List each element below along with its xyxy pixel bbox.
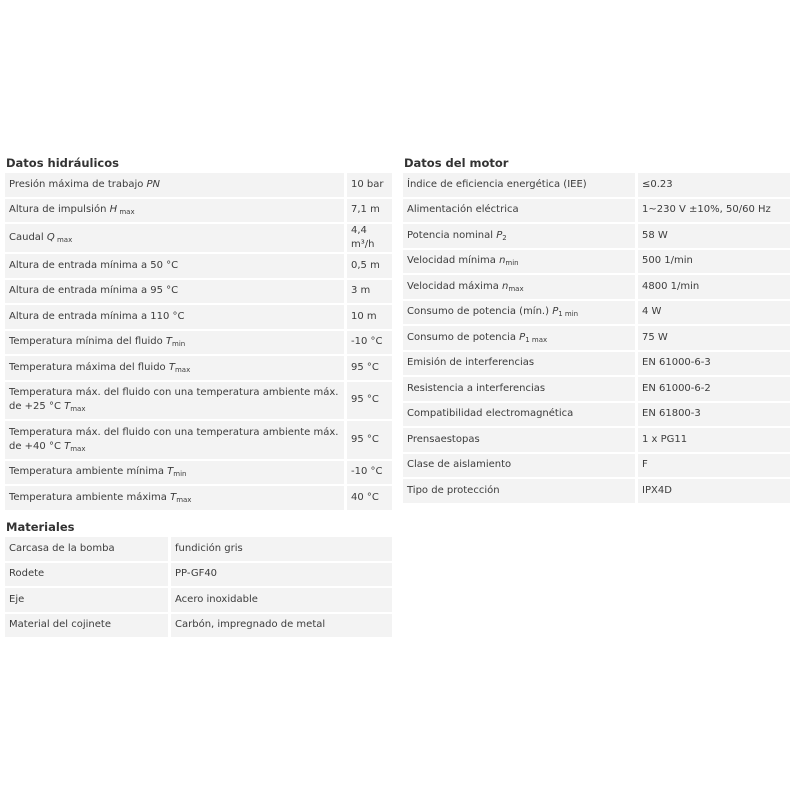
spec-label-text: Carcasa de la bomba: [9, 542, 115, 554]
spec-label: [5, 382, 344, 422]
spec-subscript: 2: [502, 233, 507, 242]
spec-label: [403, 428, 635, 454]
spec-subscript: max: [174, 365, 191, 374]
spec-subscript: max: [176, 495, 192, 504]
spec-label: [5, 614, 168, 640]
spec-label-text: Tipo de protección: [407, 484, 500, 496]
spec-label: [5, 199, 344, 225]
table-row: [403, 428, 790, 454]
spec-subscript: max: [117, 208, 135, 217]
motor-table: [403, 173, 790, 505]
spec-label-text: Eje: [9, 593, 25, 605]
motor-section: [403, 153, 790, 505]
table-row: [5, 224, 392, 254]
table-row: [5, 614, 392, 640]
spec-value: 10 bar: [344, 173, 392, 199]
spec-label: [5, 461, 344, 487]
spec-label: [5, 331, 344, 357]
spec-label-text: Temperatura máxima del fluido: [9, 361, 169, 373]
spec-value: fundición gris: [168, 537, 392, 563]
spec-symbol: Q: [46, 232, 55, 243]
table-row: [403, 250, 790, 276]
spec-symbol: T: [167, 466, 174, 478]
spec-symbol: T: [168, 361, 175, 373]
spec-subscript: max: [54, 236, 73, 244]
table-row: [403, 403, 790, 429]
spec-subscript: min: [172, 340, 186, 349]
spec-label-text: Prensaestopas: [407, 433, 480, 445]
spec-label: [5, 537, 168, 563]
table-row: [403, 173, 790, 199]
spec-label-text: Índice de eficiencia energética (IEE): [407, 178, 587, 190]
spec-value: Carbón, impregnado de metal: [168, 614, 392, 640]
spec-value: ≤0.23: [635, 173, 790, 199]
hydraulic-table: [5, 173, 392, 512]
spec-value: 10 m: [344, 305, 392, 331]
spec-label: [5, 224, 344, 254]
materials-section: [5, 517, 392, 639]
spec-label: [5, 254, 344, 280]
spec-label: [403, 173, 635, 199]
spec-symbol: PN: [146, 178, 161, 190]
spec-value: 1~230 V ±10%, 50/60 Hz: [635, 199, 790, 225]
spec-value: 75 W: [635, 326, 790, 352]
spec-label-text: Potencia nominal: [407, 229, 497, 241]
spec-value: F: [635, 454, 790, 480]
spec-label-text: Velocidad mínima: [407, 255, 500, 267]
spec-label-text: Presión máxima de trabajo: [9, 178, 147, 190]
spec-label-text: Consumo de potencia (mín.): [407, 306, 553, 318]
spec-value: EN 61800-3: [635, 403, 790, 429]
table-row: [5, 305, 392, 331]
spec-value: EN 61000-6-3: [635, 352, 790, 378]
spec-label-text: Altura de impulsión: [9, 204, 110, 216]
table-row: [403, 352, 790, 378]
table-row: [403, 199, 790, 225]
spec-label-text: Emisión de interferencias: [407, 357, 535, 369]
table-row: [5, 382, 392, 422]
spec-label-text: Altura de entrada mínima a 110 °C: [9, 310, 185, 322]
spec-label: [5, 486, 344, 512]
motor-title: Datos del motor: [404, 156, 509, 170]
table-row: [5, 421, 392, 461]
table-row: [403, 275, 790, 301]
spec-symbol: H: [109, 204, 118, 216]
spec-label: [403, 403, 635, 429]
spec-label: [403, 199, 635, 225]
spec-value: 4 W: [635, 301, 790, 327]
spec-value: -10 °C: [344, 461, 392, 487]
spec-label: [5, 588, 168, 614]
spec-label-text: Alimentación eléctrica: [407, 204, 519, 216]
spec-value: PP-GF40: [168, 563, 392, 589]
spec-label: [403, 377, 635, 403]
spec-label-text: Consumo de potencia: [407, 331, 520, 343]
spec-label-text: Resistencia a interferencias: [407, 382, 546, 394]
spec-value: 95 °C: [344, 421, 392, 461]
spec-value: 58 W: [635, 224, 790, 250]
spec-value: EN 61000-6-2: [635, 377, 790, 403]
hydraulic-title: Datos hidráulicos: [6, 156, 119, 170]
spec-label: [403, 275, 635, 301]
spec-value: 40 °C: [344, 486, 392, 512]
spec-symbol: T: [64, 401, 71, 413]
spec-label: [5, 280, 344, 306]
spec-label: [5, 356, 344, 382]
table-row: [5, 356, 392, 382]
spec-label: [403, 479, 635, 505]
materials-title: Materiales: [6, 520, 75, 534]
table-row: [5, 280, 392, 306]
table-row: [5, 461, 392, 487]
spec-label-text: Material del cojinete: [9, 619, 111, 631]
table-row: [5, 537, 392, 563]
spec-label: [403, 250, 635, 276]
table-row: [5, 173, 392, 199]
spec-label: [403, 326, 635, 352]
spec-value: 4,4 m³/h: [344, 224, 392, 254]
spec-label: [403, 454, 635, 480]
table-row: [403, 479, 790, 505]
table-row: [5, 486, 392, 512]
spec-symbol: P: [552, 306, 559, 318]
spec-label: [5, 173, 344, 199]
spec-label: [403, 224, 635, 250]
table-row: [403, 301, 790, 327]
table-row: [5, 331, 392, 357]
spec-subscript: max: [70, 444, 86, 453]
spec-label-text: Caudal: [9, 232, 47, 243]
spec-subscript: 1 min: [558, 310, 579, 319]
table-row: [403, 377, 790, 403]
spec-label-text: Temperatura máx. del fluido con una temperatura ambiente máx. de +40 °C: [9, 426, 339, 452]
spec-label-text: Temperatura ambiente máxima: [9, 491, 171, 503]
spec-symbol: n: [499, 255, 506, 267]
spec-label-text: Altura de entrada mínima a 50 °C: [9, 259, 179, 271]
spec-symbol: P: [496, 229, 503, 241]
table-row: [403, 224, 790, 250]
spec-value: 7,1 m: [344, 199, 392, 225]
spec-label-text: Altura de entrada mínima a 95 °C: [9, 285, 179, 297]
table-row: [5, 199, 392, 225]
spec-value: 0,5 m: [344, 254, 392, 280]
spec-value: 3 m: [344, 280, 392, 306]
spec-label-text: Rodete: [9, 568, 45, 580]
spec-value: -10 °C: [344, 331, 392, 357]
table-row: [403, 326, 790, 352]
spec-subscript: 1 max: [525, 335, 548, 344]
spec-label-text: Temperatura ambiente mínima: [9, 466, 168, 478]
spec-label-text: Velocidad máxima: [407, 280, 503, 292]
table-row: [5, 563, 392, 589]
spec-symbol: n: [502, 280, 509, 292]
spec-symbol: T: [64, 440, 71, 452]
spec-subscript: min: [505, 259, 519, 268]
spec-label-text: Temperatura mínima del fluido: [9, 336, 166, 348]
spec-label-text: Compatibilidad electromagnética: [407, 408, 574, 420]
spec-label: [5, 305, 344, 331]
spec-value: 1 x PG11: [635, 428, 790, 454]
table-row: [403, 454, 790, 480]
spec-symbol: T: [165, 336, 173, 348]
spec-label: [403, 352, 635, 378]
hydraulic-section: [5, 153, 392, 512]
spec-value: 4800 1/min: [635, 275, 790, 301]
spec-subscript: min: [173, 470, 187, 479]
spec-label: [5, 563, 168, 589]
spec-symbol: P: [519, 331, 526, 343]
spec-symbol: T: [170, 491, 177, 503]
materials-table: [5, 537, 392, 639]
spec-subscript: max: [508, 284, 524, 293]
spec-value: IPX4D: [635, 479, 790, 505]
spec-value: Acero inoxidable: [168, 588, 392, 614]
spec-value: 95 °C: [344, 382, 392, 422]
table-row: [5, 588, 392, 614]
spec-label-text: Temperatura máx. del fluido con una temperatura ambiente máx. de +25 °C: [9, 387, 339, 413]
spec-value: 95 °C: [344, 356, 392, 382]
table-row: [5, 254, 392, 280]
spec-label: [403, 301, 635, 327]
spec-label-text: Clase de aislamiento: [407, 459, 512, 471]
spec-value: 500 1/min: [635, 250, 790, 276]
spec-label: [5, 421, 344, 461]
spec-subscript: max: [70, 405, 86, 414]
